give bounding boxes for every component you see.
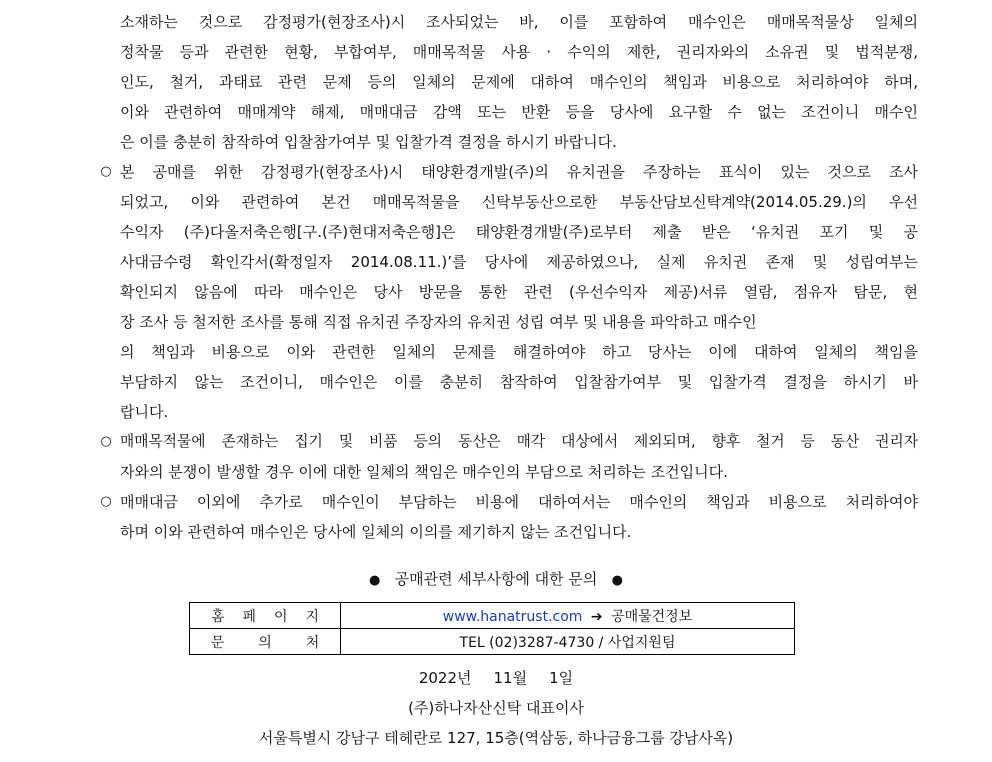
paragraph-line: 매매대금 이외에 추가로 매수인이 부담하는 비용에 대하여서는 매수인의 책임과 비용으로 처리하여야 bbox=[120, 493, 918, 511]
inquiry-label: 문의처 bbox=[210, 634, 354, 651]
arrow-right-icon: ➔ bbox=[590, 608, 603, 625]
paragraph-line: 정착물 등과 관련한 현황, 부합여부, 매매목적물 사용 · 수익의 제한, 권리자와의 소유권 및 법적분쟁, bbox=[120, 43, 918, 61]
document-date bbox=[0, 663, 992, 693]
company-signature: (주)하나자산신탁 대표이사 bbox=[408, 699, 584, 717]
table-cell bbox=[190, 629, 354, 655]
contact-heading bbox=[0, 567, 992, 593]
paragraph-line: 인도, 철거, 과태료 관련 문제 등의 일체의 문제에 대하여 매수인의 책임과 비용으로 처리하여야 하며, bbox=[120, 73, 918, 91]
circle-bullet-icon: ○ bbox=[100, 494, 112, 509]
homepage-path: 공매물건정보 bbox=[611, 608, 693, 625]
homepage-link[interactable]: www.hanatrust.com bbox=[442, 608, 583, 625]
homepage-label: 홈페이지 bbox=[210, 608, 338, 625]
paragraph-line: 되었고, 이와 관련하여 본건 매매목적물을 신탁부동산으로한 부동산담보신탁계약(2014.05.29.)의 우선 bbox=[120, 193, 918, 211]
circle-bullet-icon: ○ bbox=[100, 434, 112, 449]
inquiry-value: TEL (02)3287-4730 / 사업지원팀 bbox=[341, 629, 795, 655]
notice-item-movables bbox=[96, 427, 918, 487]
circle-bullet-icon: ○ bbox=[100, 164, 112, 179]
paragraph-line: 사대금수령 확인각서(확정일자 2014.08.11.)’를 당사에 제공하였으나, 실제 유치권 존재 및 성립여부는 bbox=[120, 253, 918, 271]
date-year: 2022년 bbox=[418, 669, 472, 687]
bullet-dot-icon: ● bbox=[611, 573, 623, 588]
paragraph-line: 은 이를 충분히 참작하여 입찰참가여부 및 입찰가격 결정을 하시기 바랍니다. bbox=[120, 133, 617, 151]
table-cell bbox=[190, 603, 341, 629]
paragraph-line: 랍니다. bbox=[120, 403, 169, 421]
paragraph-line: 본 공매를 위한 감정평가(현장조사)시 태양환경개발(주)의 유치권을 주장하는 표식이 있는 것으로 조사 bbox=[120, 163, 918, 181]
table-cell bbox=[341, 603, 795, 629]
paragraph-line: 의 책임과 비용으로 이와 관련한 일체의 문제를 해결하여야 하고 당사는 이에 대하여 일체의 책임을 bbox=[120, 343, 918, 361]
notice-item-costs bbox=[96, 487, 918, 547]
table-row bbox=[190, 603, 795, 629]
table-row bbox=[190, 629, 795, 655]
date-day: 1일 bbox=[549, 669, 574, 687]
paragraph-line: 이와 관련하여 매매계약 해제, 매매대금 감액 또는 반환 등을 당사에 요구할 수 없는 조건이니 매수인 bbox=[120, 103, 918, 121]
notice-body bbox=[96, 7, 918, 547]
bullet-dot-icon: ● bbox=[369, 573, 381, 588]
paragraph-line: 수익자 (주)다올저축은행[구.(주)현대저축은행]은 태양환경개발(주)로부터 제출 받은 ‘유치권 포기 및 공 bbox=[120, 223, 918, 241]
paragraph-line: 부담하지 않는 조건이니, 매수인은 이를 충분히 참작하여 입찰참가여부 및 입찰가격 결정을 하시기 바 bbox=[120, 373, 918, 391]
paragraph-line: 소재하는 것으로 감정평가(현장조사)시 조사되었는 바, 이를 포함하여 매수인은 매매목적물상 일체의 bbox=[120, 13, 918, 31]
contact-table bbox=[189, 602, 795, 655]
date-month: 11월 bbox=[493, 669, 528, 687]
continued-paragraph bbox=[96, 7, 918, 157]
paragraph-line: 자와의 분쟁이 발생할 경우 이에 대한 일체의 책임은 매수인의 부담으로 처리하는 조건입니다. bbox=[120, 463, 728, 481]
company-address: 서울특별시 강남구 테헤란로 127, 15층(역삼동, 하나금융그룹 강남사옥) bbox=[258, 729, 734, 747]
paragraph-line: 하며 이와 관련하여 매수인은 당사에 일체의 이의를 제기하지 않는 조건입니다. bbox=[120, 523, 632, 541]
notice-item-lien bbox=[96, 157, 918, 427]
paragraph-line: 장 조사 등 철저한 조사를 통해 직접 유치권 주장자의 유치권 성립 여부 및 내용을 파악하고 매수인 bbox=[120, 313, 757, 331]
contact-heading-text: 공매관련 세부사항에 대한 문의 bbox=[394, 570, 598, 588]
paragraph-line: 확인되지 않음에 따라 매수인은 당사 방문을 통한 관련 (우선수익자 제공)서류 열람, 점유자 탐문, 현 bbox=[120, 283, 918, 301]
paragraph-line: 매매목적물에 존재하는 집기 및 비품 등의 동산은 매각 대상에서 제외되며, 향후 철거 등 동산 권리자 bbox=[120, 433, 918, 450]
